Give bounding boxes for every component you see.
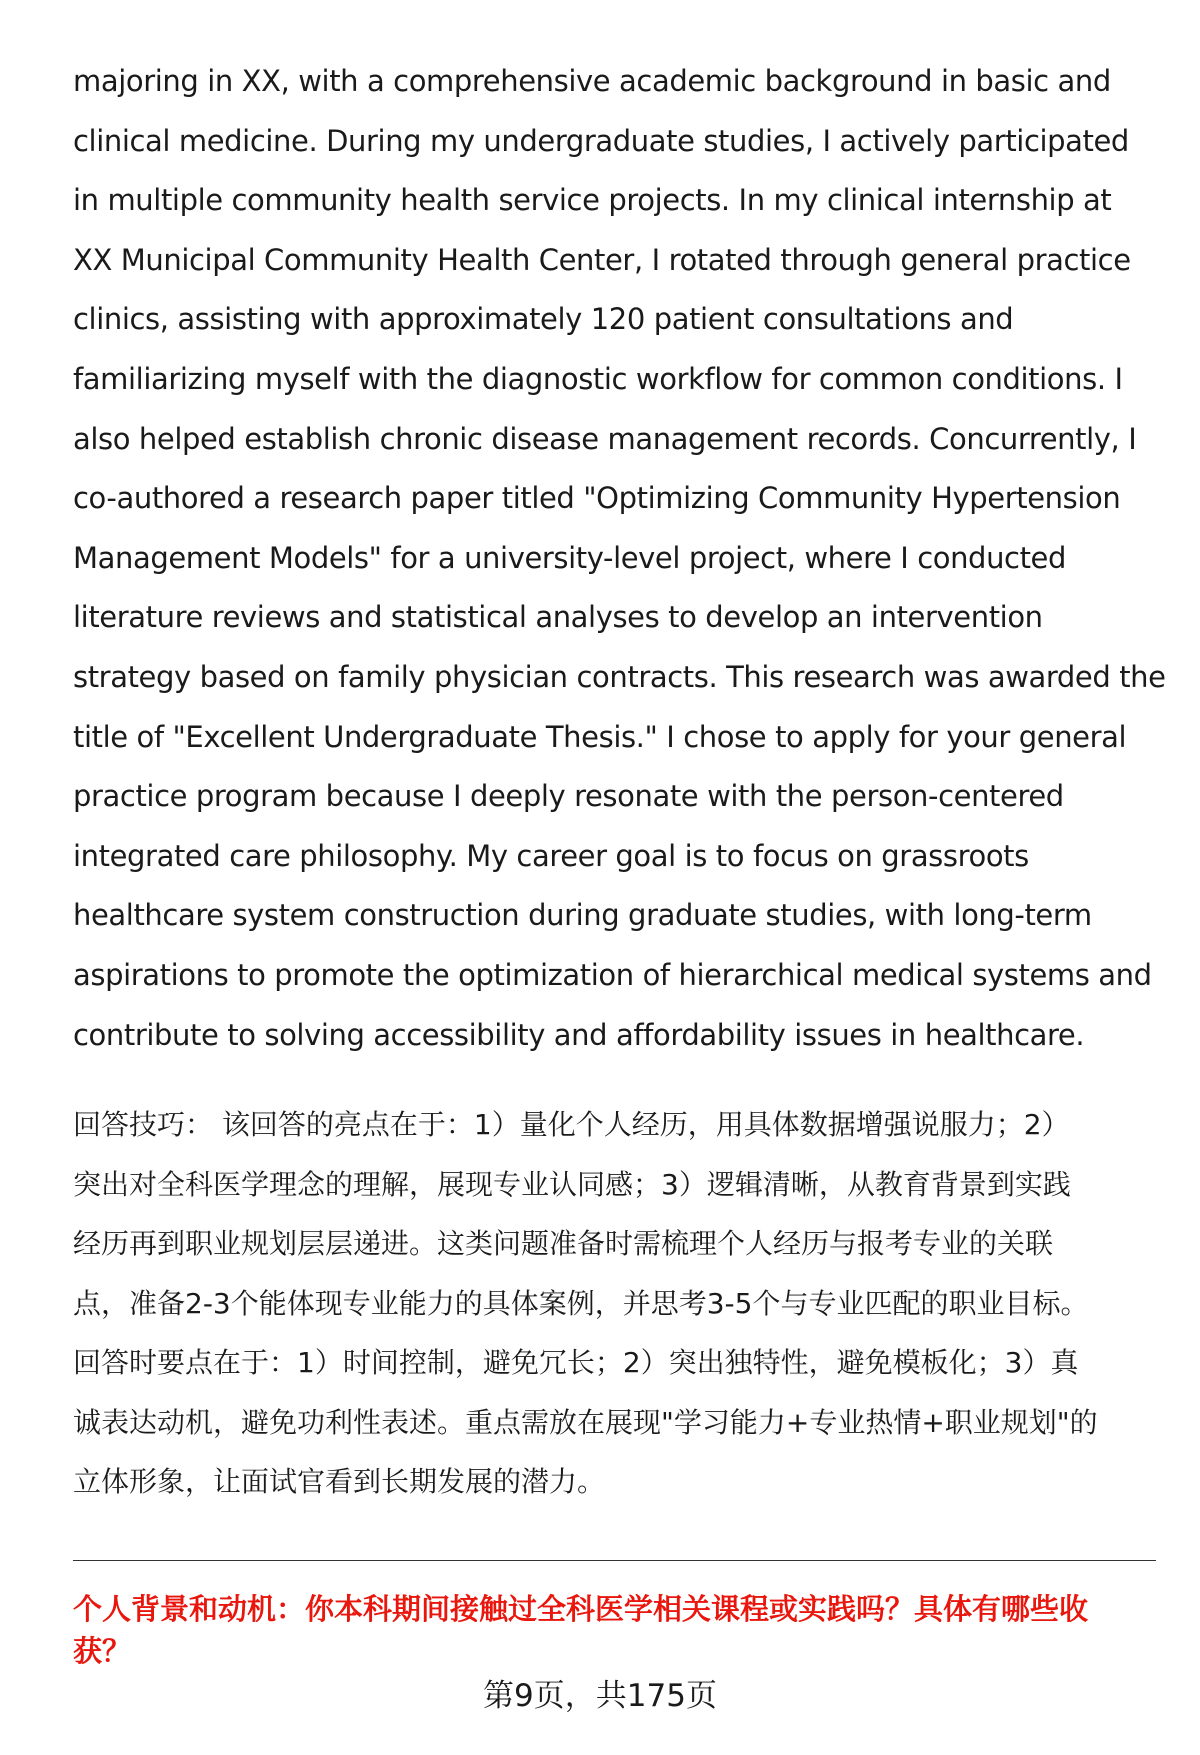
answer-line: clinical medicine. During my undergraduate studies, I actively participated	[73, 123, 1129, 158]
tips-line: 点，准备2-3个能体现专业能力的具体案例，并思考3-5个与专业匹配的职业目标。	[73, 1286, 1089, 1320]
answer-line: aspirations to promote the optimization of hierarchical medical systems and	[73, 957, 1152, 992]
tips-line: 诚表达动机，避免功利性表述。重点需放在展现"学习能力+专业热情+职业规划"的	[73, 1405, 1098, 1439]
answer-paragraph	[73, 52, 1168, 1065]
answer-line: strategy based on family physician contracts. This research was awarded the	[73, 659, 1166, 694]
tips-line: 突出对全科医学理念的理解，展现专业认同感；3）逻辑清晰，从教育背景到实践	[73, 1167, 1071, 1201]
answer-line: contribute to solving accessibility and affordability issues in healthcare.	[73, 1017, 1085, 1052]
answer-line: co-authored a research paper titled "Optimizing Community Hypertension	[73, 481, 1121, 516]
answer-line: practice program because I deeply resonate with the person-centered	[73, 779, 1064, 814]
page-number: 第9页，共175页	[483, 1678, 717, 1714]
answer-line: integrated care philosophy. My career goal is to focus on grassroots	[73, 838, 1029, 873]
next-question-heading	[73, 1588, 1168, 1672]
answer-line: majoring in XX, with a comprehensive academic background in basic and	[73, 64, 1111, 98]
tips-line: 经历再到职业规划层层递进。这类问题准备时需梳理个人经历与报考专业的关联	[73, 1227, 1054, 1260]
answer-line: XX Municipal Community Health Center, I rotated through general practice	[73, 242, 1131, 277]
answer-line: also helped establish chronic disease management records. Concurrently, I	[73, 421, 1137, 456]
section-divider	[73, 1560, 1156, 1561]
answer-line: clinics, assisting with approximately 120 patient consultations and	[73, 302, 1014, 337]
tips-line: 回答时要点在于：1）时间控制，避免冗长；2）突出独特性，避免模板化；3）真	[73, 1346, 1079, 1379]
question-line: 获？	[73, 1634, 132, 1668]
answer-line: healthcare system construction during graduate studies, with long-term	[73, 898, 1092, 933]
answer-line: Management Models" for a university-level project, where I conducted	[73, 540, 1067, 575]
answer-line: literature reviews and statistical analyses to develop an intervention	[73, 600, 1043, 635]
question-line: 个人背景和动机：你本科期间接触过全科医学相关课程或实践吗？具体有哪些收	[73, 1592, 1089, 1626]
answer-tips-paragraph	[73, 1095, 1168, 1512]
answer-line: in multiple community health service projects. In my clinical internship at	[73, 183, 1112, 218]
tips-line: 回答技巧： 该回答的亮点在于：1）量化个人经历，用具体数据增强说服力；2）	[73, 1108, 1070, 1141]
answer-line: title of "Excellent Undergraduate Thesis." I chose to apply for your general	[73, 719, 1127, 754]
answer-line: familiarizing myself with the diagnostic workflow for common conditions. I	[73, 361, 1123, 396]
tips-line: 立体形象，让面试官看到长期发展的潜力。	[73, 1465, 606, 1498]
